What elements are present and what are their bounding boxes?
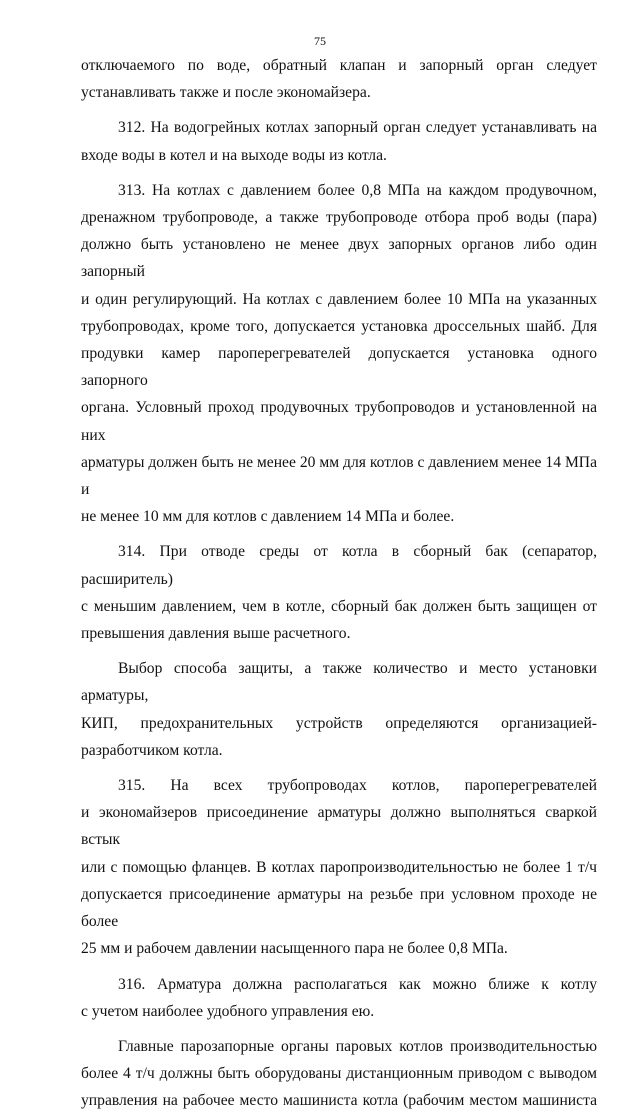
body-text [81, 52, 597, 1115]
text-line: трубопроводах, кроме того, допускается установка дроссельных шайб. Для [81, 317, 597, 335]
paragraph-316 [81, 971, 597, 1025]
text-line: управления на рабочее место машиниста котла (рабочим местом машиниста [81, 1092, 597, 1110]
text-line: 316. Арматура должна располагаться как можно ближе к котлу [118, 975, 597, 993]
text-line: 25 мм и рабочем давлении насыщенного пара не более 0,8 МПа. [81, 940, 508, 958]
text-line: входе воды в котел и на выходе воды из котла. [81, 146, 387, 164]
paragraph-continuation [81, 52, 597, 106]
text-line: Главные парозапорные органы паровых котлов производительностью [118, 1037, 597, 1055]
text-line: допускается присоединение арматуры на резьбе при условном проходе не более [81, 885, 597, 931]
text-line: 314. При отводе среды от котла в сборный бак (сепаратор, расширитель) [81, 543, 597, 588]
text-line: более 4 т/ч должны быть оборудованы дистанционным приводом с выводом [81, 1065, 597, 1083]
text-line: 312. На водогрейных котлах запорный орган следует устанавливать на [118, 119, 597, 137]
text-line: устанавливать также и после экономайзера. [81, 84, 371, 102]
page-number: 75 [314, 34, 326, 48]
text-line: с меньшим давлением, чем в котле, сборный бак должен быть защищен от [81, 597, 597, 615]
text-line: Выбор способа защиты, а также количество и место установки арматуры, [81, 660, 597, 705]
paragraph-312 [81, 114, 597, 168]
text-line: и экономайзеров присоединение арматуры должно выполняться сваркой встык [81, 804, 597, 849]
text-line: арматуры должен быть не менее 20 мм для котлов с давлением менее 14 МПа и [81, 453, 597, 499]
text-line: КИП, предохранительных устройств определяются организацией- [81, 714, 597, 732]
text-line: и один регулирующий. На котлах с давлением более 10 МПа на указанных [81, 290, 597, 308]
text-line: 313. На котлах с давлением более 0,8 МПа на каждом продувочном, [118, 181, 597, 199]
paragraph-313 [81, 177, 597, 531]
text-line: отключаемого по воде, обратный клапан и запорный орган следует [81, 57, 597, 74]
text-line: не менее 10 мм для котлов с давлением 14 МПа и более. [81, 508, 455, 526]
text-line: должно быть установлено не менее двух запорных органов либо один запорный [81, 236, 597, 281]
paragraph-316-continued [81, 1033, 597, 1115]
paragraph-314 [81, 538, 597, 647]
text-line: превышения давления выше расчетного. [81, 625, 351, 643]
text-line: разработчиком котла. [81, 741, 223, 759]
text-line: с учетом наиболее удобного управления ею. [81, 1002, 375, 1020]
text-line: или с помощью фланцев. В котлах паропроизводительностью не более 1 т/ч [81, 858, 597, 876]
text-line: 315. На всех трубопроводах котлов, пароперегревателей [118, 777, 597, 795]
text-line: органа. Условный проход продувочных трубопроводов и установленной на них [81, 399, 597, 444]
paragraph-315 [81, 772, 597, 962]
text-line: дренажном трубопроводе, а также трубопроводе отбора проб воды (пара) [81, 209, 597, 227]
paragraph-314-continued [81, 655, 597, 764]
text-line: продувки камер пароперегревателей допускается установка одного запорного [81, 345, 597, 390]
